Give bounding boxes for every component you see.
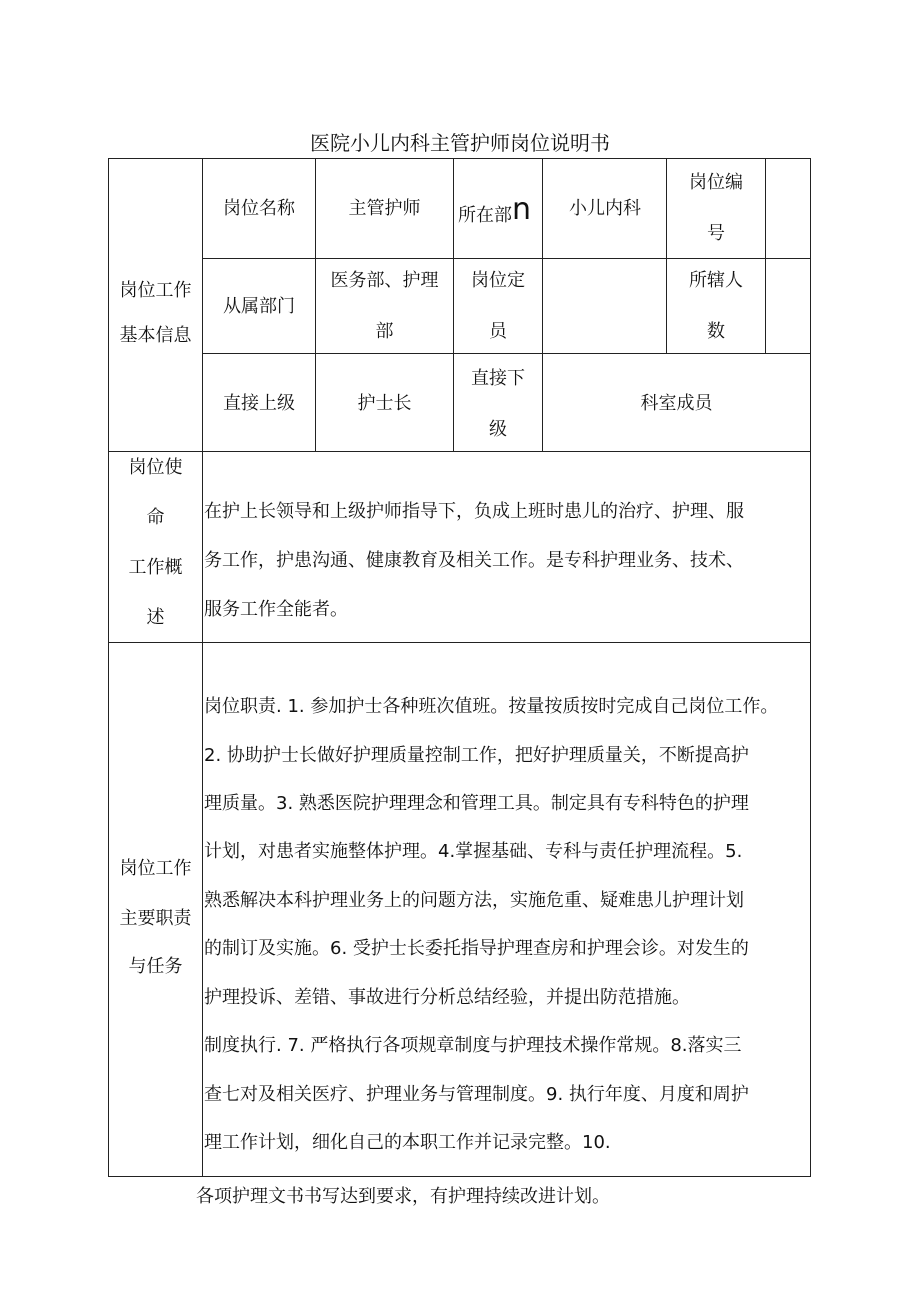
table-border-left xyxy=(108,158,109,1177)
label-post-quota-line1: 岗位定 xyxy=(471,270,525,291)
label-department xyxy=(458,192,532,227)
section-mission-label-line4: 述 xyxy=(146,607,165,628)
divider-row2-row3 xyxy=(202,353,811,354)
duties-text-line3: 理质量。3. 熟悉医院护理理念和管理工具。制定具有专科特色的护理 xyxy=(204,793,749,814)
section-mission-label-line1: 岗位使 xyxy=(128,457,183,478)
label-direct-subordinate-line1: 直接下 xyxy=(471,368,525,389)
section-basic-label-line1: 岗位工作 xyxy=(119,280,192,301)
table-border-top xyxy=(108,158,811,159)
label-post-name: 岗位名称 xyxy=(223,198,295,219)
duties-text-line8: 制度执行. 7. 严格执行各项规章制度与护理技术操作常规。8.落实三 xyxy=(204,1035,742,1056)
label-post-number-line2: 号 xyxy=(707,223,725,244)
label-department-text: 所在部 xyxy=(458,205,512,226)
label-department-glyph: n xyxy=(512,192,532,227)
mission-text-line3: 服务工作全能者。 xyxy=(204,599,348,620)
mission-text-line1: 在护上长领导和上级护师指导下，负成上班时患儿的治疗、护理、服 xyxy=(204,501,744,522)
divider-col-e xyxy=(765,158,766,354)
divider-basic-mission xyxy=(108,451,811,452)
section-duties-label-line1: 岗位工作 xyxy=(119,858,192,879)
duties-text-line2: 2. 协助护士长做好护理质量控制工作，把好护理质量关，不断提高护 xyxy=(204,745,749,766)
table-border-right xyxy=(810,158,811,1177)
section-basic-label-line2: 基本信息 xyxy=(119,325,192,346)
document-title: 医院小儿内科主管护师岗位说明书 xyxy=(310,131,610,155)
duties-text-line9: 查七对及相关医疗、护理业务与管理制度。9. 执行年度、月度和周护 xyxy=(204,1084,749,1105)
divider-row1-row2 xyxy=(202,258,811,259)
label-subordinates-line2: 数 xyxy=(707,321,725,342)
value-direct-superior: 护士长 xyxy=(357,393,412,414)
section-mission-label-line2: 命 xyxy=(146,507,165,528)
label-subordinates-line1: 所辖人 xyxy=(689,270,743,291)
footer-text: 各项护理文书书写达到要求，有护理持续改进计划。 xyxy=(196,1186,610,1207)
duties-text-line10: 理工作计划，细化自己的本职工作并记录完整。10. xyxy=(204,1132,611,1153)
duties-text-line7: 护理投诉、差错、事故进行分析总结经验，并提出防范措施。 xyxy=(204,987,690,1008)
section-mission-label-line3: 工作概 xyxy=(128,557,183,578)
value-direct-subordinate: 科室成员 xyxy=(640,393,713,414)
label-post-number-line1: 岗位编 xyxy=(689,172,743,193)
mission-text-line2: 务工作，护患沟通、健康教育及相关工作。是专科护理业务、技术、 xyxy=(204,550,744,571)
value-affiliated-department-line2: 部 xyxy=(375,321,394,342)
duties-text-line6: 的制订及实施。6. 受护士长委托指导护理查房和护理会诊。对发生的 xyxy=(204,938,749,959)
value-post-name: 主管护师 xyxy=(348,198,421,219)
table-border-bottom xyxy=(108,1176,811,1177)
divider-col-b xyxy=(453,158,454,452)
value-affiliated-department-line1: 医务部、护理 xyxy=(330,270,439,291)
duties-text-line1: 岗位职责. 1. 参加护士各种班次值班。按量按质按时完成自己岗位工作。 xyxy=(204,696,779,717)
duties-text-line5: 熟悉解决本科护理业务上的问题方法，实施危重、疑难患儿护理计划 xyxy=(204,890,744,911)
label-affiliated-department: 从属部门 xyxy=(223,296,295,317)
section-duties-label-line2: 主要职责 xyxy=(119,908,192,929)
duties-text-line4: 计划，对患者实施整体护理。4.掌握基础、专科与责任护理流程。5. xyxy=(204,841,743,862)
value-department: 小儿内科 xyxy=(569,198,641,219)
section-duties-label-line3: 与任务 xyxy=(128,956,183,977)
label-direct-superior: 直接上级 xyxy=(223,393,295,414)
label-direct-subordinate-line2: 级 xyxy=(489,419,507,440)
divider-mission-duties xyxy=(108,642,811,643)
label-post-quota-line2: 员 xyxy=(489,321,507,342)
